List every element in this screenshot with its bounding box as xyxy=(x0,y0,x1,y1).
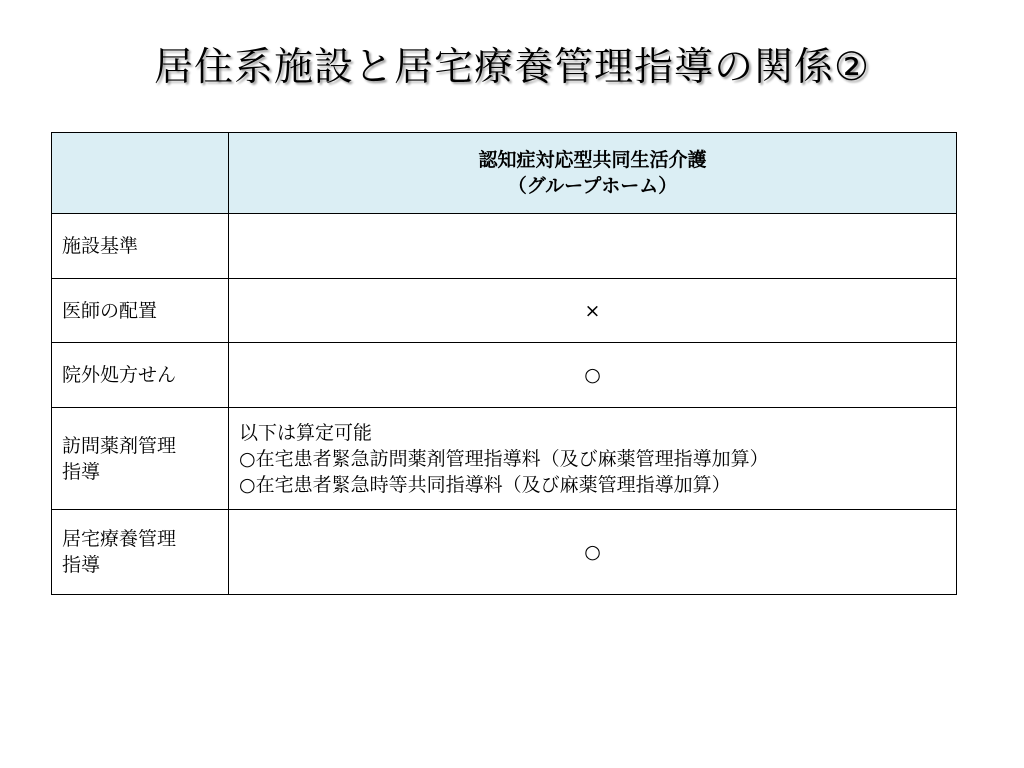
row-label-text: 院外処方せん xyxy=(62,364,177,386)
row-value-home-care-management: ○ xyxy=(229,510,957,595)
billing-item: ○在宅患者緊急訪問薬剤管理指導料（及び麻薬管理指導加算） xyxy=(239,447,769,470)
table-header-row xyxy=(52,133,957,214)
billing-note: 以下は算定可能 xyxy=(239,421,373,444)
row-value-home-medication-guidance xyxy=(229,408,957,510)
slide-title: 居住系施設と居宅療養管理指導の関係② xyxy=(154,45,870,90)
table-row xyxy=(52,510,957,595)
row-label-text: 施設基準 xyxy=(62,235,139,257)
row-label-external-prescription xyxy=(52,343,229,408)
row-label-text: 医師の配置 xyxy=(62,299,158,322)
table-row xyxy=(52,279,957,343)
column-header-line-2: （グループホーム） xyxy=(507,175,678,197)
row-label-doctor-placement xyxy=(52,279,229,343)
row-label-text: 訪問薬剤管理 xyxy=(62,434,177,457)
comparison-table xyxy=(51,132,957,595)
row-label-home-care-management xyxy=(52,510,229,595)
row-value-facility-standard xyxy=(229,214,957,279)
row-label-facility-standard xyxy=(52,214,229,279)
table-row xyxy=(52,214,957,279)
table-row xyxy=(52,408,957,510)
column-header-line-1: 認知症対応型共同生活介護 xyxy=(478,149,707,171)
row-label-home-medication-guidance xyxy=(52,408,229,510)
row-value-doctor-placement: × xyxy=(229,279,957,343)
header-corner-cell xyxy=(52,133,229,214)
table-row xyxy=(52,343,957,408)
billing-item: ○在宅患者緊急時等共同指導料（及び麻薬管理指導加算） xyxy=(239,473,731,496)
row-label-text: 指導 xyxy=(62,460,101,483)
row-label-text: 指導 xyxy=(62,554,101,576)
row-value-external-prescription: ○ xyxy=(229,343,957,408)
column-header-group-home xyxy=(229,133,957,214)
row-label-text: 居宅療養管理 xyxy=(62,528,177,550)
